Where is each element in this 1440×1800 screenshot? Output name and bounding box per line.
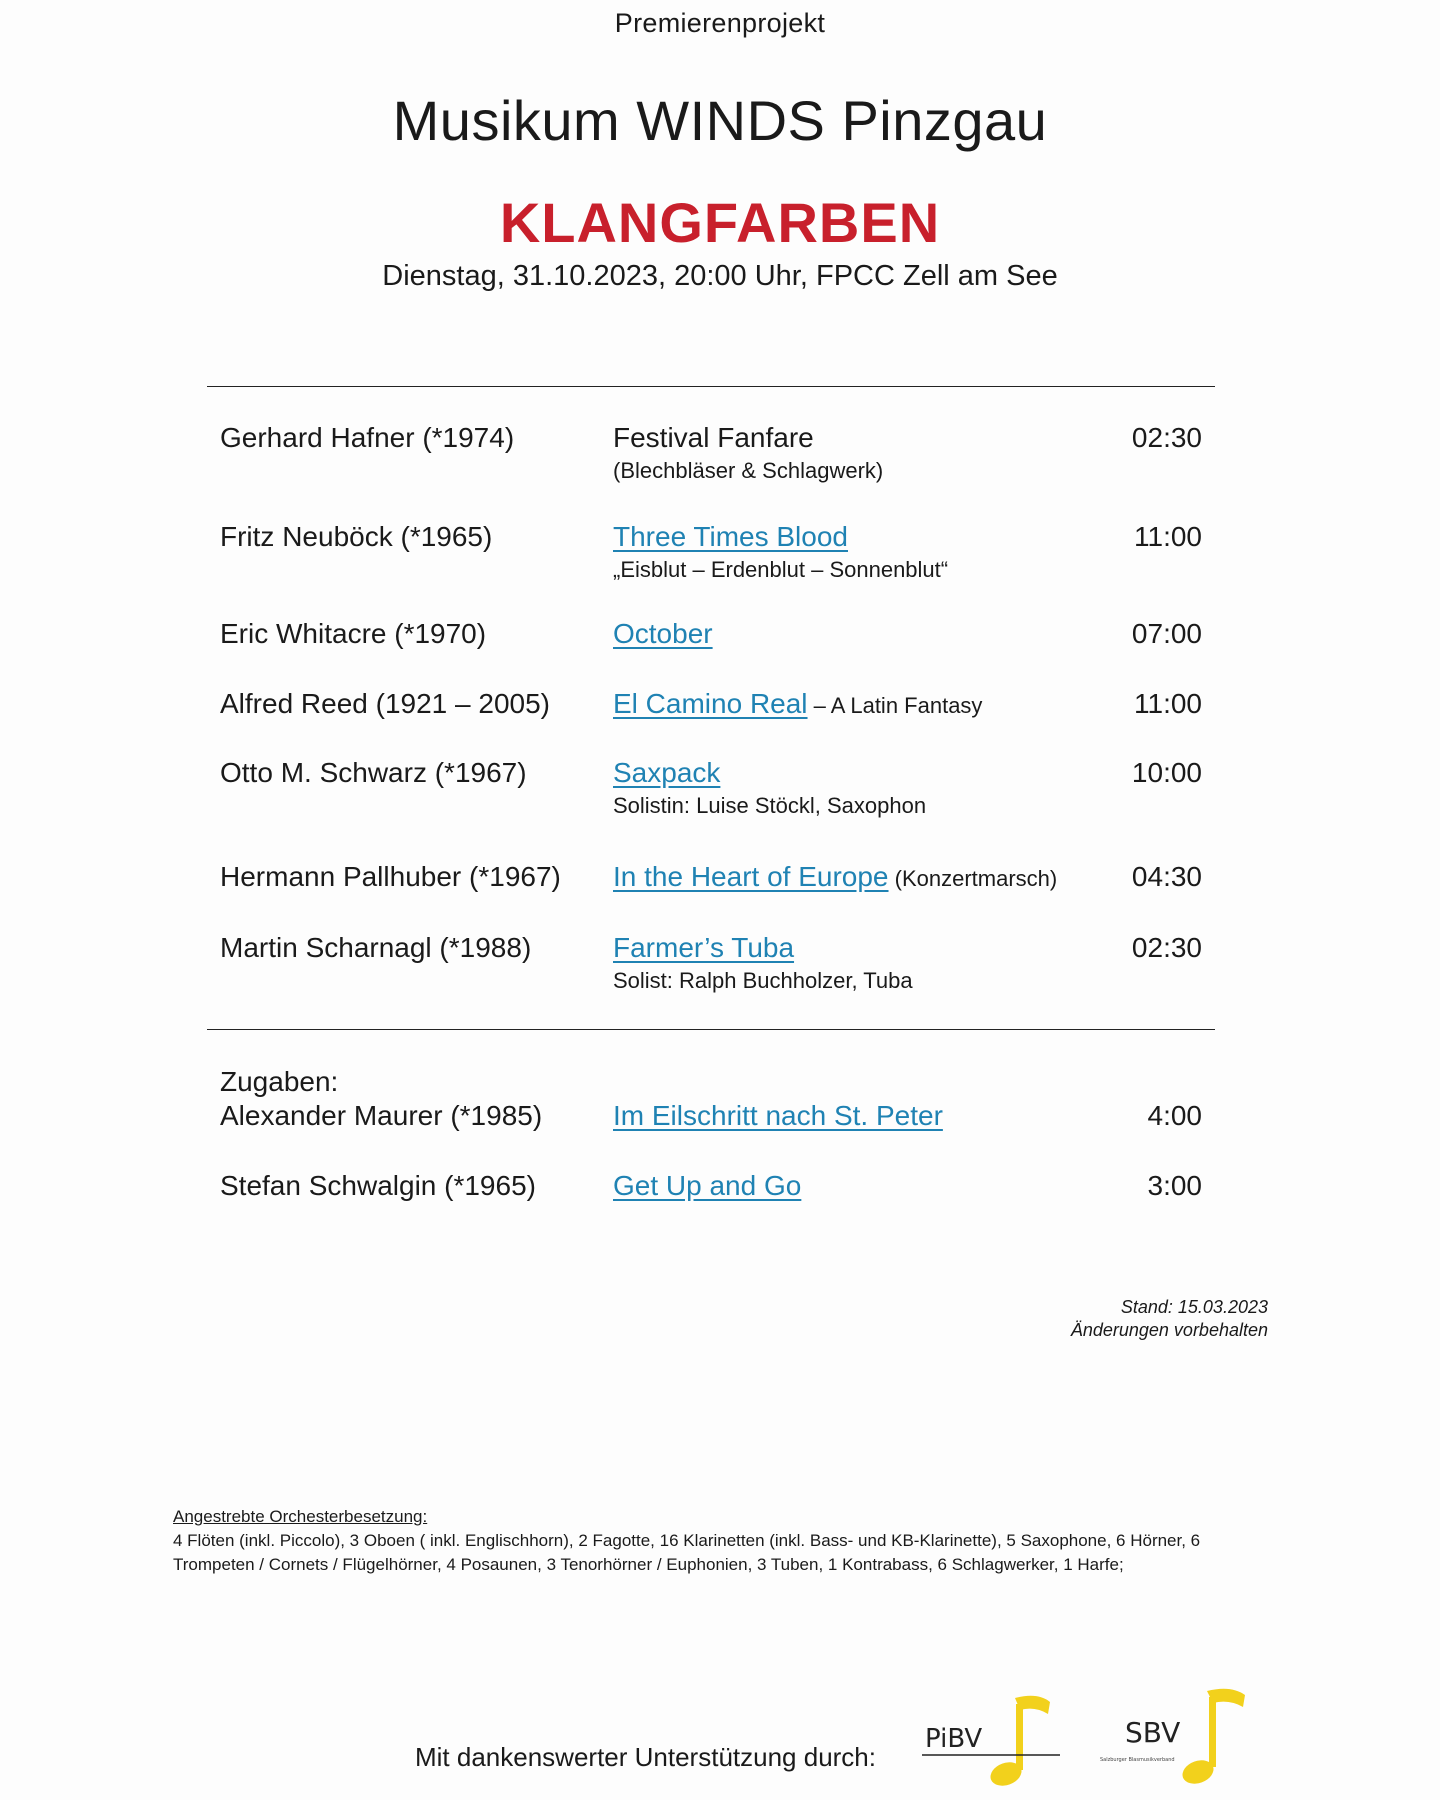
sbv-logo-subtext: Salzburger Blasmusikverband: [1100, 1757, 1175, 1763]
composer-name: Hermann Pallhuber (*1967): [220, 861, 561, 892]
work-subtitle: Solistin: Luise Stöckl, Saxophon: [613, 793, 927, 818]
work-title-link[interactable]: Im Eilschritt nach St. Peter: [613, 1100, 943, 1131]
pibv-logo-text: PiBV: [925, 1724, 983, 1754]
work-cell: [613, 521, 848, 553]
orchestra-heading: Angestrebte Orchesterbesetzung:: [173, 1507, 428, 1526]
duration: 02:30: [1131, 932, 1202, 963]
duration: 04:30: [1131, 861, 1202, 892]
revision-note: [1071, 1296, 1268, 1342]
composer-name: Alfred Reed (1921 – 2005): [220, 688, 550, 719]
work-cell: [613, 757, 720, 789]
work-title-link[interactable]: Get Up and Go: [613, 1170, 802, 1201]
divider-bottom: [207, 1029, 1215, 1030]
work-title-link[interactable]: El Camino Real: [613, 688, 808, 719]
composer-name: Martin Scharnagl (*1988): [220, 932, 532, 963]
work-cell: [613, 422, 814, 454]
orchestra-section: [173, 1505, 1273, 1577]
work-cell: [613, 1100, 943, 1132]
work-cell: [613, 618, 713, 650]
duration: 07:00: [1131, 618, 1202, 649]
composer-name: Eric Whitacre (*1970): [220, 618, 487, 649]
work-title-link[interactable]: October: [613, 618, 713, 649]
overtitle: Premierenprojekt: [614, 8, 826, 38]
date-line: Dienstag, 31.10.2023, 20:00 Uhr, FPCC Zell am See: [382, 260, 1058, 292]
work-title: Festival Fanfare: [613, 422, 814, 453]
work-suffix: – A Latin Fantasy: [807, 693, 983, 718]
work-subtitle: Solist: Ralph Buchholzer, Tuba: [613, 968, 913, 993]
work-title-link[interactable]: In the Heart of Europe: [613, 861, 889, 892]
composer-name: Gerhard Hafner (*1974): [220, 422, 515, 453]
work-title-link[interactable]: Saxpack: [613, 757, 721, 788]
pibv-logo: [920, 1690, 1070, 1790]
composer-name: Otto M. Schwarz (*1967): [220, 757, 527, 788]
work-cell: [613, 861, 1057, 893]
duration: 4:00: [1147, 1100, 1202, 1131]
stand-date: Stand: 15.03.2023: [1120, 1297, 1268, 1317]
sbv-logo: [1095, 1685, 1265, 1790]
work-cell: [613, 688, 982, 720]
duration: 3:00: [1147, 1170, 1202, 1201]
support-text: Mit dankenswerter Unterstützung durch:: [415, 1742, 876, 1772]
composer-name: Fritz Neuböck (*1965): [220, 521, 493, 552]
duration: 02:30: [1131, 422, 1202, 453]
composer-name: Stefan Schwalgin (*1965): [220, 1170, 536, 1201]
work-title-link[interactable]: Farmer’s Tuba: [613, 932, 795, 963]
composer-name: Alexander Maurer (*1985): [220, 1100, 543, 1131]
work-cell: [613, 932, 794, 964]
work-cell: [613, 1170, 801, 1202]
divider-top: [207, 386, 1215, 387]
duration: 11:00: [1134, 521, 1202, 552]
ensemble-title: Musikum WINDS Pinzgau: [392, 89, 1048, 152]
work-subtitle: „Eisblut – Erdenblut – Sonnenblut“: [613, 557, 949, 582]
work-suffix: (Konzertmarsch): [888, 866, 1058, 891]
orchestra-text: 4 Flöten (inkl. Piccolo), 3 Oboen ( inkl. Englischhorn), 2 Fagotte, 16 Klarinetten (inkl. Bass- und KB-Klarinette), 5 Saxophone, 6 Hörner, 6 Trompeten / Cornets / Flügelhörner, 4 Posaunen, 3 Tenorhörner / Euphonien, 3 Tuben, 1 Kontrabass, 6 Schlagwerker, 1 Harfe;: [173, 1531, 1201, 1574]
encores-label: Zugaben:: [220, 1066, 339, 1097]
duration: 11:00: [1134, 688, 1202, 719]
changes-note: Änderungen vorbehalten: [1070, 1320, 1268, 1340]
work-title-link[interactable]: Three Times Blood: [613, 521, 848, 552]
duration: 10:00: [1131, 757, 1202, 788]
sbv-logo-text: SBV: [1125, 1716, 1181, 1749]
concert-title: KLANGFARBEN: [499, 191, 941, 254]
work-subtitle: (Blechbläser & Schlagwerk): [613, 458, 884, 483]
